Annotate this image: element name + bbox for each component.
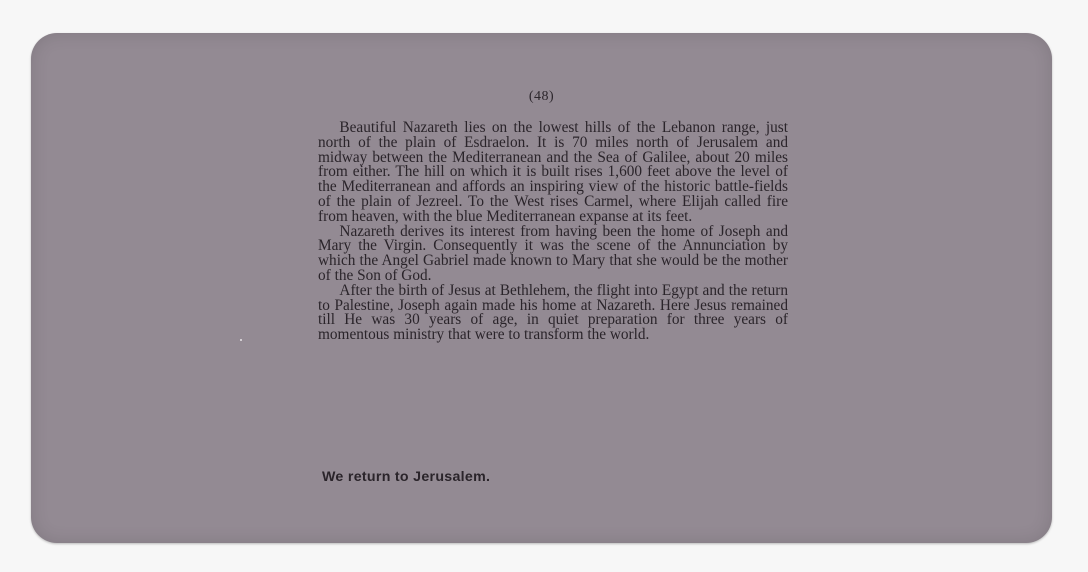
paragraph-nazareth-location: Beautiful Nazareth lies on the lowest hills of the Lebanon range, just north of the plain of Esdraelon. It is 70 miles north of Jerusalem and midway between the Mediterranean and the Sea of Galilee, about 20 miles from either. The hill on which it is built rises 1,600 feet above the level of the Mediterranean and affords an inspiring view of the historic battle-fields of the plain of Jezreel. To the West rises Carmel, where Elijah called fire from heaven, with the blue Mediterranean expanse at its feet.	[318, 119, 788, 225]
page-number: (48)	[528, 89, 555, 104]
closing-line: We return to Jerusalem.	[322, 469, 491, 485]
paragraph-nazareth-interest: Nazareth derives its interest from having been the home of Joseph and Mary the Virgin. Consequently it was the scene of the Annunciation by which the Angel Gabriel made known to Mary that she would be the mother of the Son of God.	[318, 222, 788, 284]
paragraph-jesus-childhood: After the birth of Jesus at Bethlehem, the flight into Egypt and the return to Palestine, Joseph again made his home at Nazareth. Here Jesus remained till He was 30 years of age, in quiet preparation for three years of momentous ministry that were to transform the world.	[318, 281, 788, 344]
paper-speck	[240, 339, 242, 341]
stereoview-card-back	[31, 33, 1052, 543]
description-text	[318, 121, 788, 343]
